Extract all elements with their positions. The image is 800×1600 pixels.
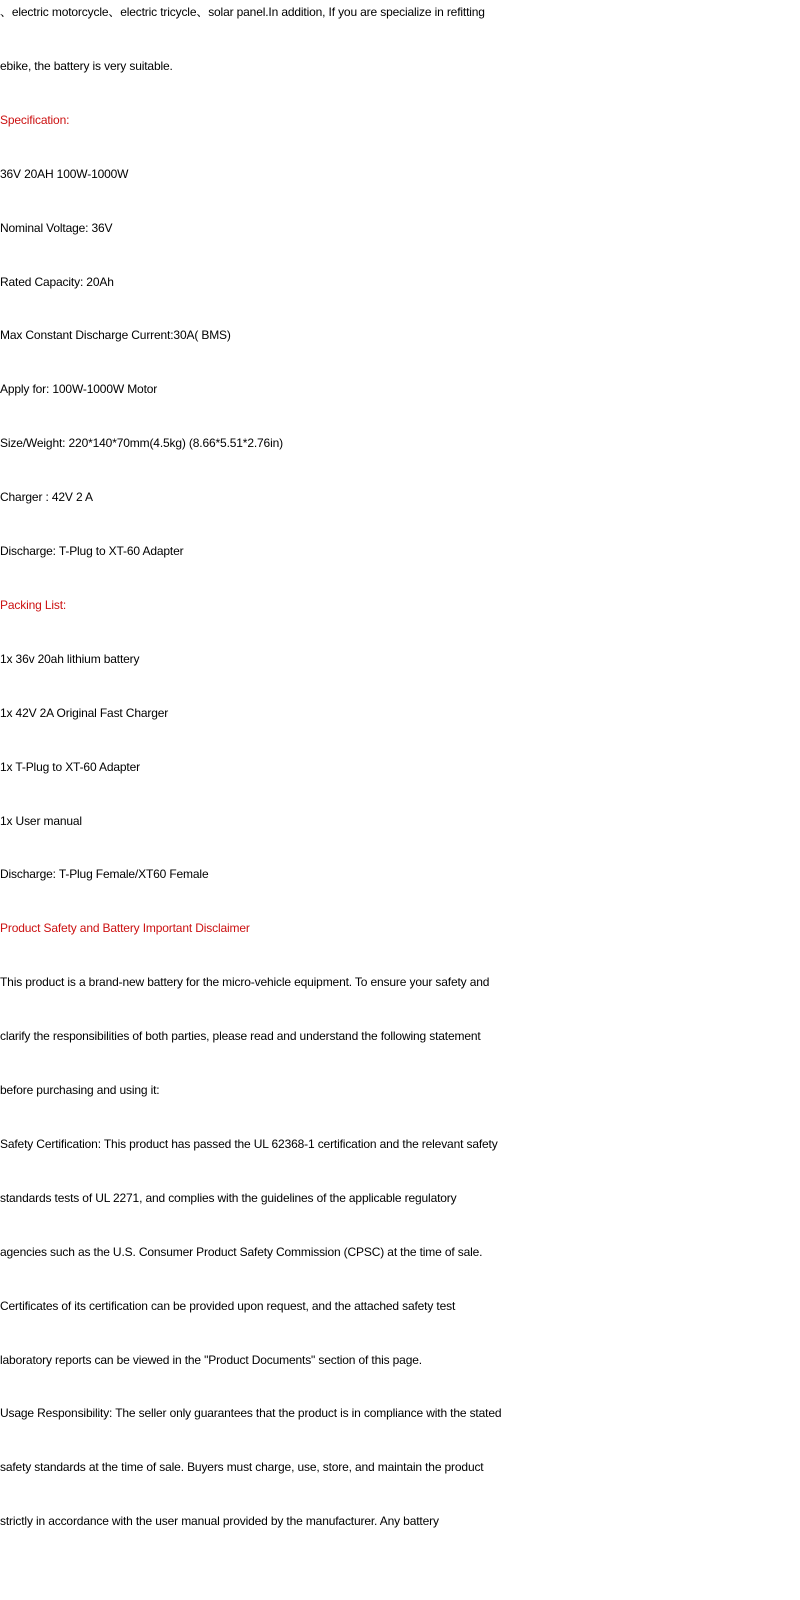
spec-charger: Charger : 42V 2 A xyxy=(0,490,93,505)
disclaimer-line-1: This product is a brand-new battery for the micro-vehicle equipment. To ensure your safety and xyxy=(0,975,490,990)
safety-certification-line-1: Safety Certification: This product has passed the UL 62368-1 certification and the relevant safety xyxy=(0,1136,498,1151)
safety-certification-line-4: Certificates of its certification can be provided upon request, and the attached safety test xyxy=(0,1298,456,1313)
usage-responsibility-line-1: Usage Responsibility: The seller only guarantees that the product is in compliance with the stated xyxy=(0,1406,502,1421)
spec-discharge: Discharge: T-Plug to XT-60 Adapter xyxy=(0,544,184,558)
spec-rated-capacity: Rated Capacity: 20Ah xyxy=(0,274,114,289)
spec-nominal-voltage: Nominal Voltage: 36V xyxy=(0,220,113,235)
usage-responsibility-line-2: safety standards at the time of sale. Buyers must charge, use, store, and maintain the product xyxy=(0,1460,484,1475)
safety-certification-line-5: laboratory reports can be viewed in the "Product Documents" section of this page. xyxy=(0,1352,422,1367)
packing-item-discharge: Discharge: T-Plug Female/XT60 Female xyxy=(0,867,209,882)
description-line-1: ebike, the battery is very suitable. xyxy=(0,58,173,73)
packing-item-manual: 1x User manual xyxy=(0,813,82,828)
spec-max-discharge-current: Max Constant Discharge Current:30A( BMS) xyxy=(0,328,231,343)
disclaimer-line-3: before purchasing and using it: xyxy=(0,1083,160,1097)
safety-certification-line-2: standards tests of UL 2271, and complies with the guidelines of the applicable regulatory xyxy=(0,1190,457,1205)
spec-size-weight: Size/Weight: 220*140*70mm(4.5kg) (8.66*5.51*2.76in) xyxy=(0,436,283,451)
section-heading-specification: Specification: xyxy=(0,112,70,127)
safety-certification-line-3: agencies such as the U.S. Consumer Product Safety Commission (CPSC) at the time of sale. xyxy=(0,1244,483,1259)
packing-item-battery: 1x 36v 20ah lithium battery xyxy=(0,651,140,666)
description-line-0: 、electric motorcycle、electric tricycle、solar panel.In addition, If you are specialize in refitting xyxy=(0,5,485,19)
packing-item-charger: 1x 42V 2A Original Fast Charger xyxy=(0,705,169,720)
section-heading-packing-list: Packing List: xyxy=(0,597,67,612)
packing-item-adapter: 1x T-Plug to XT-60 Adapter xyxy=(0,759,140,774)
section-heading-disclaimer: Product Safety and Battery Important Disclaimer xyxy=(0,921,250,936)
disclaimer-line-2: clarify the responsibilities of both parties, please read and understand the following statement xyxy=(0,1029,481,1044)
spec-apply-for: Apply for: 100W-1000W Motor xyxy=(0,382,158,397)
usage-responsibility-line-3: strictly in accordance with the user manual provided by the manufacturer. Any battery xyxy=(0,1514,439,1529)
spec-model: 36V 20AH 100W-1000W xyxy=(0,166,129,181)
